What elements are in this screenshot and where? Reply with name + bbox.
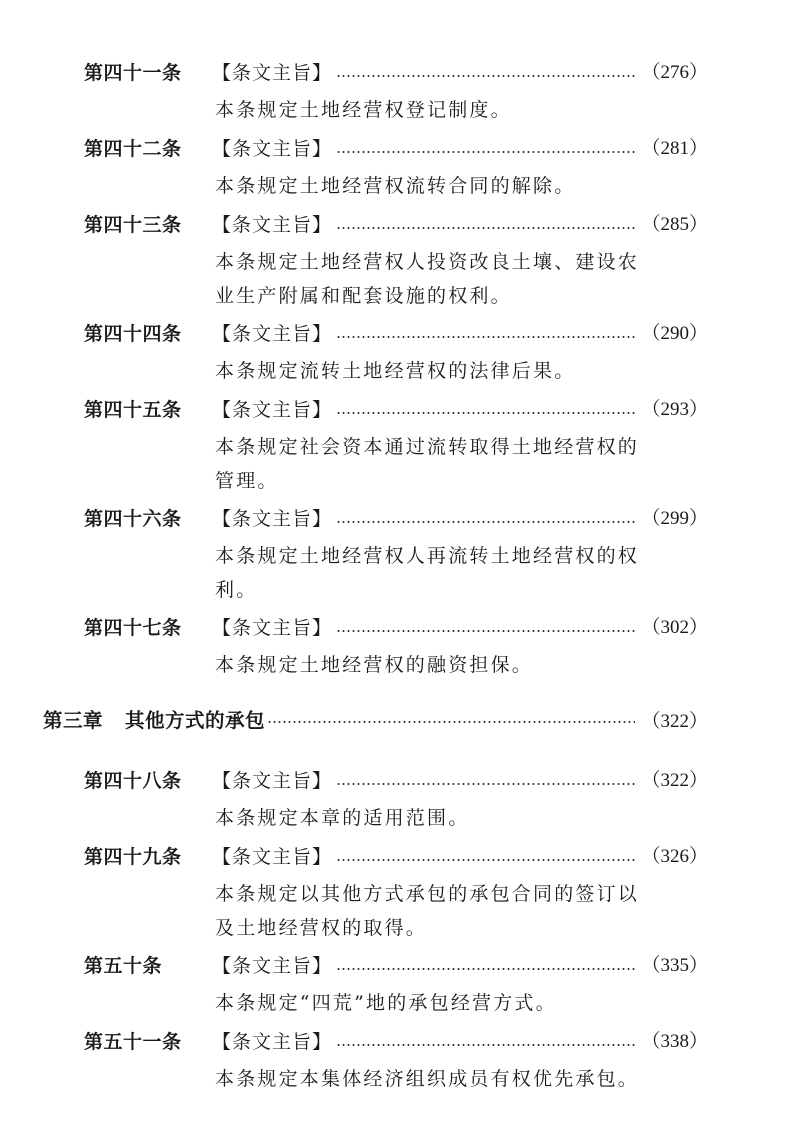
provision-summary: 本条规定以其他方式承包的承包合同的签订以及土地经营权的取得。 <box>215 883 640 939</box>
entry-heading-row <box>212 614 708 642</box>
chapter-heading[interactable] <box>43 704 708 734</box>
provision-summary: 本条规定“四荒”地的承包经营方式。 <box>215 992 557 1014</box>
dot-leader <box>336 521 635 523</box>
provision-summary: 本条规定流转土地经营权的法律后果。 <box>215 360 576 382</box>
provision-tag: 【条文主旨】 <box>212 214 333 236</box>
entry-heading-row <box>212 843 708 871</box>
page-number: （322） <box>641 770 708 791</box>
dot-leader <box>336 859 635 861</box>
page-number: （276） <box>641 62 708 83</box>
entry-heading-row <box>212 135 708 163</box>
dot-leader <box>336 630 635 632</box>
dot-leader <box>336 151 635 153</box>
provision-summary: 本条规定本集体经济组织成员有权优先承包。 <box>215 1068 640 1090</box>
provision-summary: 本条规定土地经营权人再流转土地经营权的权利。 <box>215 545 640 601</box>
page-number: （302） <box>641 617 708 638</box>
chapter-title: 其他方式的承包 <box>125 709 266 732</box>
provision-tag: 【条文主旨】 <box>212 1031 333 1053</box>
provision-summary: 本条规定土地经营权人投资改良土壤、建设农业生产附属和配套设施的权利。 <box>215 251 640 307</box>
provision-summary: 本条规定社会资本通过流转取得土地经营权的管理。 <box>215 436 640 492</box>
provision-tag: 【条文主旨】 <box>212 846 333 868</box>
dot-leader <box>336 75 635 77</box>
dot-leader <box>336 1044 635 1046</box>
chapter-label: 第三章 <box>43 709 104 732</box>
entry-heading-row <box>212 59 708 87</box>
article-number: 第五十一条 <box>84 1031 182 1053</box>
article-number: 第四十四条 <box>84 323 182 345</box>
entry-heading-row <box>212 320 708 348</box>
dot-leader <box>336 227 635 229</box>
page-number: （335） <box>641 955 708 976</box>
provision-tag: 【条文主旨】 <box>212 617 333 639</box>
article-number: 第四十八条 <box>84 770 182 792</box>
page-number: （338） <box>641 1031 708 1052</box>
dot-leader <box>336 412 635 414</box>
entry-heading-row <box>212 211 708 239</box>
provision-summary: 本条规定本章的适用范围。 <box>215 807 470 829</box>
article-number: 第四十五条 <box>84 399 182 421</box>
article-number: 第四十六条 <box>84 508 182 530</box>
article-number: 第四十九条 <box>84 846 182 868</box>
article-number: 第五十条 <box>84 955 163 977</box>
provision-summary: 本条规定土地经营权登记制度。 <box>215 99 512 121</box>
entry-heading-row <box>212 1028 708 1056</box>
entry-heading-row <box>212 952 708 980</box>
article-number: 第四十二条 <box>84 138 182 160</box>
page-number: （293） <box>641 399 708 420</box>
dot-leader <box>267 721 635 723</box>
entry-heading-row <box>212 767 708 795</box>
entry-heading-row <box>212 505 708 533</box>
entry-heading-row <box>212 396 708 424</box>
provision-tag: 【条文主旨】 <box>212 323 333 345</box>
page-number: （290） <box>641 323 708 344</box>
page-number: （326） <box>641 846 708 867</box>
provision-tag: 【条文主旨】 <box>212 138 333 160</box>
article-number: 第四十七条 <box>84 617 182 639</box>
page-number: （285） <box>641 214 708 235</box>
dot-leader <box>336 968 635 970</box>
provision-tag: 【条文主旨】 <box>212 399 333 421</box>
page-number: （322） <box>641 710 708 732</box>
provision-summary: 本条规定土地经营权流转合同的解除。 <box>215 175 576 197</box>
dot-leader <box>336 783 635 785</box>
article-number: 第四十三条 <box>84 214 182 236</box>
provision-tag: 【条文主旨】 <box>212 508 333 530</box>
provision-summary: 本条规定土地经营权的融资担保。 <box>215 654 534 676</box>
provision-tag: 【条文主旨】 <box>212 770 333 792</box>
page-number: （299） <box>641 508 708 529</box>
provision-tag: 【条文主旨】 <box>212 955 333 977</box>
page-number: （281） <box>641 138 708 159</box>
dot-leader <box>336 336 635 338</box>
provision-tag: 【条文主旨】 <box>212 62 333 84</box>
article-number: 第四十一条 <box>84 62 182 84</box>
